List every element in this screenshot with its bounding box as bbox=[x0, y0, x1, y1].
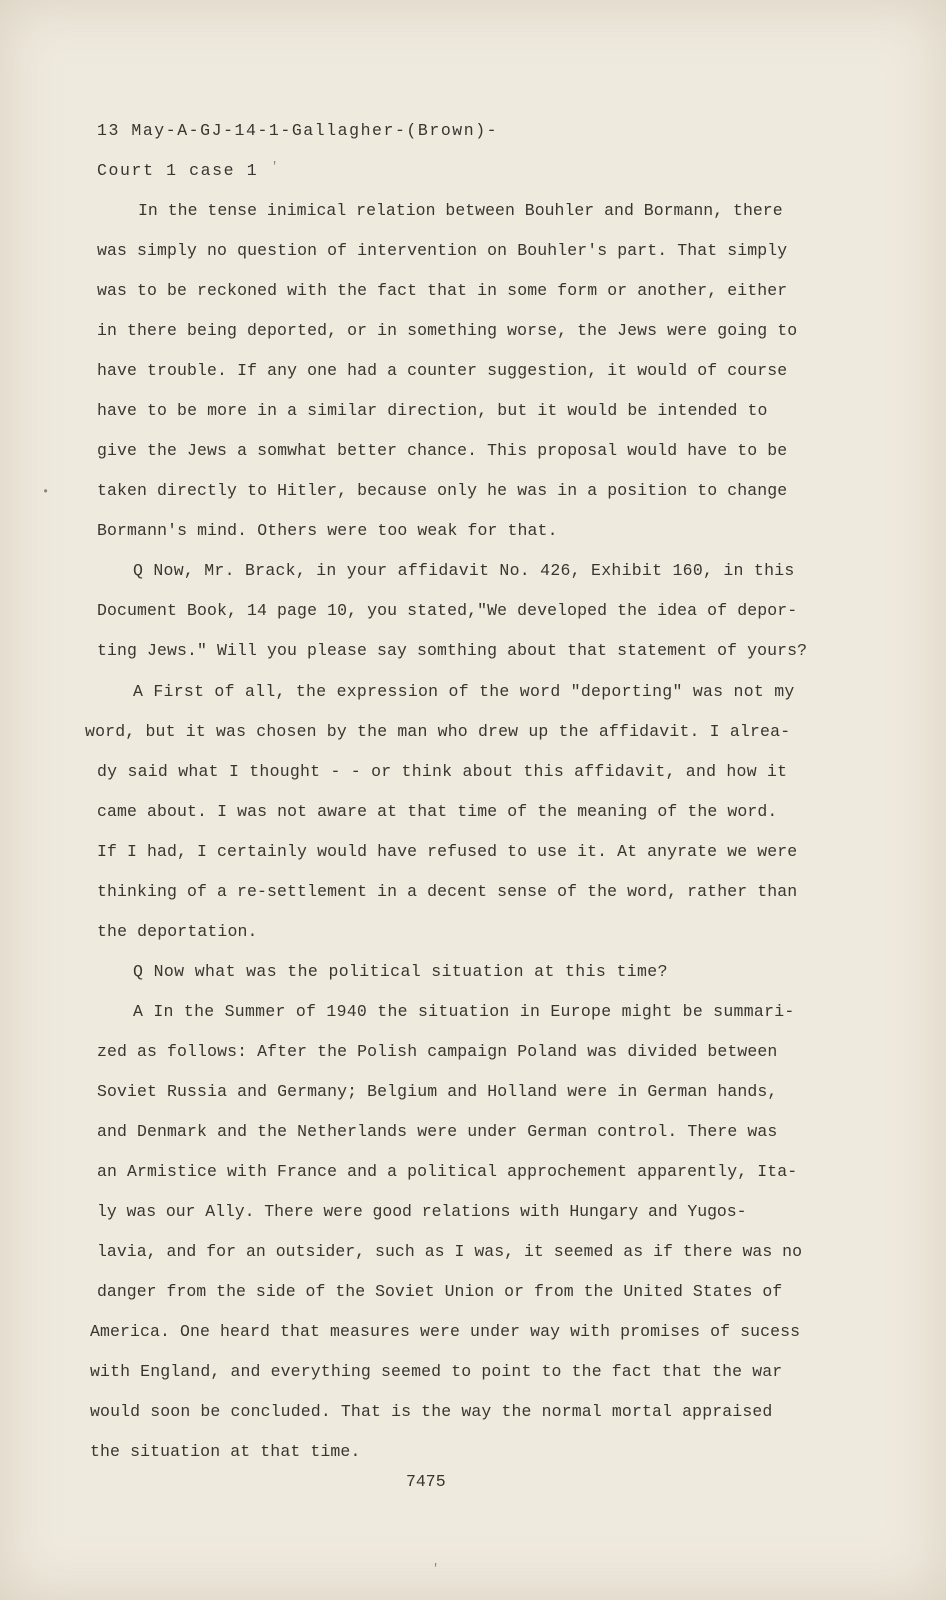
text-line: with England, and everything seemed to point to the fact that the war bbox=[90, 1362, 783, 1381]
text-line: lavia, and for an outsider, such as I was, it seemed as if there was no bbox=[97, 1242, 803, 1261]
text-line: ting Jews." Will you please say somthing about that statement of yours? bbox=[97, 641, 808, 660]
text-line: A In the Summer of 1940 the situation in Europe might be summari- bbox=[133, 1002, 795, 1021]
document-header: 13 May-A-GJ-14-1-Gallagher-(Brown)- bbox=[97, 121, 499, 140]
text-line: thinking of a re-settlement in a decent sense of the word, rather than bbox=[97, 882, 798, 901]
text-line: ly was our Ally. There were good relations with Hungary and Yugos- bbox=[97, 1202, 747, 1221]
text-line: In the tense inimical relation between Bouhler and Bormann, there bbox=[138, 201, 783, 220]
text-line: A First of all, the expression of the word "deporting" was not my bbox=[133, 682, 795, 701]
text-line: have trouble. If any one had a counter suggestion, it would of course bbox=[97, 361, 788, 380]
stray-mark: ' bbox=[271, 160, 279, 174]
text-line: taken directly to Hitler, because only he was in a position to change bbox=[97, 481, 788, 500]
text-line: came about. I was not aware at that time of the meaning of the word. bbox=[97, 802, 778, 821]
text-line: zed as follows: After the Polish campaign Poland was divided between bbox=[97, 1042, 778, 1061]
text-line: Document Book, 14 page 10, you stated,"We developed the idea of depor- bbox=[97, 601, 798, 620]
page-number: 7475 bbox=[406, 1472, 446, 1491]
text-line: have to be more in a similar direction, but it would be intended to bbox=[97, 401, 768, 420]
text-line: was simply no question of intervention on Bouhler's part. That simply bbox=[97, 241, 788, 260]
text-line: Q Now what was the political situation at this time? bbox=[133, 962, 668, 981]
text-line: America. One heard that measures were under way with promises of sucess bbox=[90, 1322, 801, 1341]
text-line: the situation at that time. bbox=[90, 1442, 361, 1461]
text-line: dy said what I thought - - or think about this affidavit, and how it bbox=[97, 762, 788, 781]
text-line: was to be reckoned with the fact that in some form or another, either bbox=[97, 281, 788, 300]
text-line: the deportation. bbox=[97, 922, 258, 941]
text-line: give the Jews a somwhat better chance. This proposal would have to be bbox=[97, 441, 788, 460]
text-line: would soon be concluded. That is the way the normal mortal appraised bbox=[90, 1402, 773, 1421]
text-line: Bormann's mind. Others were too weak for that. bbox=[97, 521, 558, 540]
stray-mark: • bbox=[42, 485, 50, 499]
text-line: word, but it was chosen by the man who drew up the affidavit. I alrea- bbox=[85, 722, 791, 741]
text-line: an Armistice with France and a political approchement apparently, Ita- bbox=[97, 1162, 798, 1181]
text-line: If I had, I certainly would have refused to use it. At anyrate we were bbox=[97, 842, 798, 861]
text-line: in there being deported, or in something worse, the Jews were going to bbox=[97, 321, 798, 340]
stray-mark: ' bbox=[432, 1562, 440, 1576]
text-line: Q Now, Mr. Brack, in your affidavit No. 426, Exhibit 160, in this bbox=[133, 561, 795, 580]
court-line: Court 1 case 1 bbox=[97, 161, 259, 180]
text-line: and Denmark and the Netherlands were under German control. There was bbox=[97, 1122, 778, 1141]
text-line: danger from the side of the Soviet Union or from the United States of bbox=[97, 1282, 783, 1301]
text-line: Soviet Russia and Germany; Belgium and Holland were in German hands, bbox=[97, 1082, 778, 1101]
